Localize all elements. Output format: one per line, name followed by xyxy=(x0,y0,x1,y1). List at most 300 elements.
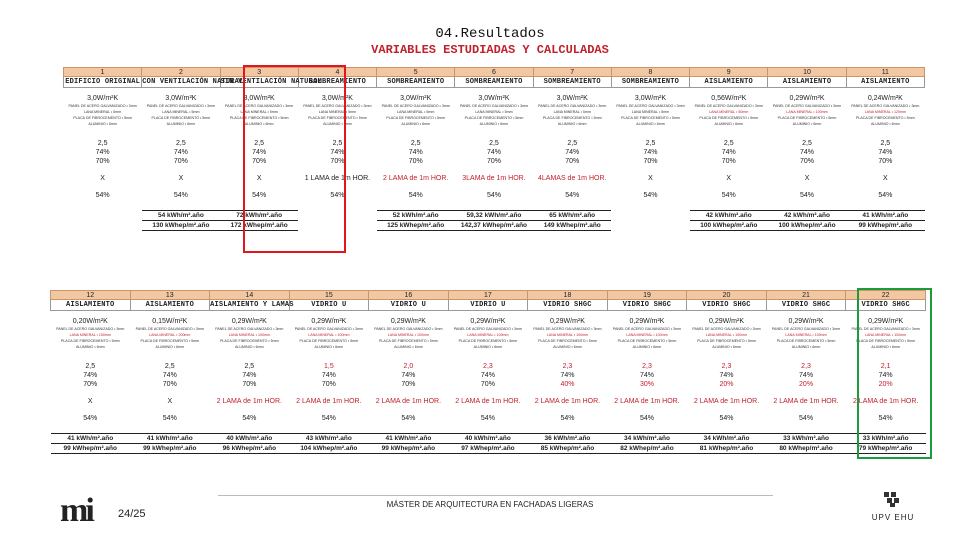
material-layer: PANEL DE ACERO GALVANIZADO • 3mm xyxy=(459,104,529,108)
material-layer: PLACA DE FIBROCEMENTO • 5mm xyxy=(379,339,438,343)
light-transmission: 74% xyxy=(800,149,815,156)
material-layer: PANEL DE ACERO GALVANIZADO • 3mm xyxy=(851,327,920,331)
material-layer: PANEL DE ACERO GALVANIZADO • 3mm xyxy=(612,327,682,331)
glass-u-value: 2,3 xyxy=(562,363,573,370)
light-transmission: 74% xyxy=(799,372,814,379)
glass-u-value: 2,5 xyxy=(880,140,891,147)
case-header: VIDRIO SHGC xyxy=(766,300,846,311)
glass-u-value: 2,5 xyxy=(97,140,108,147)
row-spacer xyxy=(51,389,926,397)
primary-energy: 99 kWhep/m².año xyxy=(846,221,924,231)
case-number: 16 xyxy=(369,291,449,300)
opening-ratio: 54% xyxy=(560,415,575,422)
primary-energy: 80 kWhep/m².año xyxy=(766,444,846,454)
school-logo: mi xyxy=(60,492,92,529)
material-layer: PLACA DE FIBROCEMENTO • 5mm xyxy=(697,339,756,343)
energy-demand: 34 kWh/m².año xyxy=(607,434,687,444)
light-transmission: 74% xyxy=(321,372,336,379)
primary-energy: 85 kWhep/m².año xyxy=(528,444,608,454)
material-layer: LANA MINERAL • 5mm xyxy=(162,110,200,114)
material-layer: PANEL DE ACERO GALVANIZADO • 3mm xyxy=(692,327,761,331)
material-layer: PANEL DE ACERO GALVANIZADO • 3mm xyxy=(538,104,607,108)
solar-factor: 70% xyxy=(401,381,416,388)
energy-demand: 42 kWh/m².año xyxy=(690,211,768,221)
solar-factor: 70% xyxy=(486,158,501,165)
shading-device: X xyxy=(178,175,184,182)
material-layer: ALUMINIO • 6mm xyxy=(632,345,662,349)
material-layer: PANEL DE ACERO GALVANIZADO • 3mm xyxy=(771,327,841,331)
energy-demand: 52 kWh/m².año xyxy=(377,211,455,221)
program-name: MÁSTER DE ARQUITECTURA EN FACHADAS LIGERAS xyxy=(386,500,594,509)
material-layer: LANA MINERAL • 100mm xyxy=(387,333,430,337)
case-header: SOMBREAMIENTO xyxy=(298,77,376,88)
shading-device: 2 LAMA de 1m HOR. xyxy=(773,398,839,405)
results-table-2 xyxy=(50,290,926,454)
opening-ratio: 54% xyxy=(721,192,736,199)
material-layer: PLACA DE FIBROCEMENTO • 5mm xyxy=(386,116,446,120)
material-layer: PLACA DE FIBROCEMENTO • 5mm xyxy=(140,339,200,343)
light-transmission: 74% xyxy=(878,149,893,156)
solar-factor: 70% xyxy=(321,381,336,388)
shading-device: X xyxy=(167,398,173,405)
case-header: CON VENTILACIÓN NATURAL xyxy=(142,78,244,86)
solar-factor: 20% xyxy=(799,381,814,388)
glass-u-value: 2,5 xyxy=(332,140,343,147)
glass-u-value: 2,3 xyxy=(801,363,811,370)
case-number: 13 xyxy=(130,291,210,300)
opening-ratio: 54% xyxy=(878,415,893,422)
case-header: VIDRIO U xyxy=(369,300,449,311)
highlight-box-green xyxy=(857,288,932,459)
shading-device: 3LAMA de 1m HOR. xyxy=(462,175,526,182)
light-transmission: 74% xyxy=(162,372,177,379)
case-header: AISLAMIENTO Y LAMAS xyxy=(210,301,294,309)
material-layer: PANEL DE ACERO GALVANIZADO • 3mm xyxy=(772,104,842,108)
opening-ratio: 54% xyxy=(162,415,177,422)
material-layer: ALUMINIO • 6mm xyxy=(871,345,900,349)
material-layer: PLACA DE FIBROCEMENTO • 5mm xyxy=(621,116,680,120)
solar-factor: 40% xyxy=(560,381,575,388)
material-layer: PLACA DE FIBROCEMENTO • 5mm xyxy=(538,339,597,343)
opening-ratio: 54% xyxy=(565,192,580,199)
material-layer: LANA MINERAL • 120mm xyxy=(864,110,906,114)
primary-energy: 97 kWhep/m².año xyxy=(448,444,528,454)
solar-factor: 70% xyxy=(173,158,188,165)
u-value: 0,29W/m²K xyxy=(788,317,824,325)
energy-demand: 41 kWh/m².año xyxy=(130,434,210,444)
case-header: EDIFICIO ORIGINAL xyxy=(65,78,141,86)
material-layer: PANEL DE ACERO GALVANIZADO • 3mm xyxy=(294,327,363,331)
material-layer: ALUMINIO • 6mm xyxy=(792,122,822,126)
opening-ratio: 54% xyxy=(486,192,501,199)
case-header: SOMBREAMIENTO xyxy=(611,77,689,88)
energy-demand: 54 kWh/m².año xyxy=(142,211,220,221)
material-layer: ALUMINIO • 6mm xyxy=(871,122,900,126)
glass-u-value: 2,5 xyxy=(567,140,578,147)
primary-energy: 99 kWhep/m².año xyxy=(369,444,449,454)
material-layer: LANA MINERAL • 5mm xyxy=(475,110,513,114)
u-value: 0,15W/m²K xyxy=(152,317,188,325)
material-layer: LANA MINERAL • 5mm xyxy=(397,110,435,114)
primary-energy: 99 kWhep/m².año xyxy=(51,444,131,454)
material-layer: PLACA DE FIBROCEMENTO • 5mm xyxy=(617,339,677,343)
glass-u-value: 2,5 xyxy=(645,140,656,147)
row-spacer xyxy=(64,200,925,211)
opening-ratio: 54% xyxy=(643,192,658,199)
shading-device: 2 LAMA de 1m HOR. xyxy=(614,398,680,405)
energy-demand: 41 kWh/m².año xyxy=(369,434,449,444)
material-layer: PANEL DE ACERO GALVANIZADO • 3mm xyxy=(694,104,763,108)
section-title: 04.Resultados xyxy=(435,26,545,42)
material-layer: ALUMINIO • 6mm xyxy=(244,122,274,126)
primary-energy: 82 kWhep/m².año xyxy=(607,444,687,454)
u-value: 0,29W/m²K xyxy=(311,317,347,325)
glass-u-value: 2,5 xyxy=(176,140,186,147)
energy-demand: 36 kWh/m².año xyxy=(528,434,608,444)
material-layer: PANEL DE ACERO GALVANIZADO • 3mm xyxy=(453,327,523,331)
light-transmission: 74% xyxy=(95,149,110,156)
energy-demand: 40 kWh/m².año xyxy=(210,434,290,444)
case-number: 14 xyxy=(210,291,290,300)
shading-device: X xyxy=(804,175,810,182)
case-number: 8 xyxy=(611,68,689,77)
case-number: 17 xyxy=(448,291,528,300)
case-number: 12 xyxy=(51,291,131,300)
shading-device: X xyxy=(87,398,93,405)
case-header: SOMBREAMIENTO xyxy=(455,77,533,88)
shading-device: 2 LAMA de 1m HOR. xyxy=(375,398,442,405)
opening-ratio: 54% xyxy=(95,192,110,199)
energy-demand: 42 kWh/m².año xyxy=(768,211,846,221)
opening-ratio: 54% xyxy=(330,192,345,199)
material-layer: PLACA DE FIBROCEMENTO • 5mm xyxy=(542,116,602,120)
material-layer: PLACA DE FIBROCEMENTO • 5mm xyxy=(777,116,837,120)
opening-ratio: 54% xyxy=(173,192,188,199)
light-transmission: 74% xyxy=(721,149,736,156)
material-layer: PLACA DE FIBROCEMENTO • 5mm xyxy=(229,116,289,120)
material-layer: PLACA DE FIBROCEMENTO • 5mm xyxy=(60,339,120,343)
solar-factor: 70% xyxy=(330,158,345,165)
opening-ratio: 54% xyxy=(878,192,893,199)
primary-energy: 130 kWhep/m².año xyxy=(142,221,220,231)
solar-factor: 70% xyxy=(878,158,893,165)
u-value: 0,29W/m²K xyxy=(470,317,506,325)
light-transmission: 74% xyxy=(878,372,893,379)
opening-ratio: 54% xyxy=(242,415,257,422)
highlight-box-red xyxy=(243,65,346,253)
case-header: VIDRIO U xyxy=(448,300,528,311)
energy-demand: 33 kWh/m².año xyxy=(766,434,846,444)
section-subtitle: VARIABLES ESTUDIADAS Y CALCULADAS xyxy=(371,43,609,57)
solar-factor: 70% xyxy=(480,381,495,388)
row-spacer xyxy=(51,406,926,414)
glass-u-value: 2,3 xyxy=(483,363,493,370)
glass-u-value: 2,1 xyxy=(880,363,891,370)
energy-demand: 33 kWh/m².año xyxy=(846,434,926,444)
case-header: AISLAMIENTO xyxy=(846,77,924,88)
opening-ratio: 54% xyxy=(480,415,495,422)
u-value: 3,0W/m²K xyxy=(87,94,119,102)
primary-energy: 99 kWhep/m².año xyxy=(130,444,210,454)
glass-u-value: 1,5 xyxy=(323,363,334,370)
material-layer: LANA MINERAL • 100mm xyxy=(546,333,589,337)
material-layer: LANA MINERAL • 200mm xyxy=(149,333,191,337)
glass-u-value: 2,5 xyxy=(489,140,499,147)
material-layer: LANA MINERAL • 100mm xyxy=(786,110,828,114)
solar-factor: 70% xyxy=(721,158,736,165)
opening-ratio: 54% xyxy=(321,415,336,422)
primary-energy: 172 kWhep/m².año xyxy=(220,221,298,231)
material-layer: PANEL DE ACERO GALVANIZADO • 3mm xyxy=(215,327,284,331)
material-layer: ALUMINIO • 6mm xyxy=(791,345,821,349)
energy-demand xyxy=(64,211,142,221)
case-number: 19 xyxy=(607,291,687,300)
material-layer: PLACA DE FIBROCEMENTO • 5mm xyxy=(299,339,359,343)
light-transmission: 74% xyxy=(83,372,98,379)
primary-energy: 79 kWhep/m².año xyxy=(846,444,926,454)
glass-u-value: 2,5 xyxy=(244,363,255,370)
page-number: 24/25 xyxy=(118,508,146,520)
solar-factor: 70% xyxy=(800,158,815,165)
case-number: 9 xyxy=(690,68,768,77)
university-logo xyxy=(868,490,918,522)
case-header: VIDRIO SHGC xyxy=(528,300,608,311)
u-value: 3,0W/m²K xyxy=(478,94,510,102)
energy-demand: 43 kWh/m².año xyxy=(289,434,369,444)
opening-ratio: 54% xyxy=(719,415,734,422)
material-layer: LANA MINERAL • 5mm xyxy=(240,110,278,114)
case-number: 21 xyxy=(766,291,846,300)
row-spacer xyxy=(64,183,925,191)
light-transmission: 74% xyxy=(408,149,423,156)
university-label: UPV EHU xyxy=(871,513,915,522)
shading-device: 1 LAMA de 1m HOR. xyxy=(304,175,371,182)
material-layer: ALUMINIO • 6mm xyxy=(323,122,352,126)
solar-factor: 20% xyxy=(719,381,734,388)
light-transmission: 74% xyxy=(330,149,345,156)
light-transmission: 74% xyxy=(643,149,658,156)
glass-u-value: 2,5 xyxy=(164,363,175,370)
material-layer: PLACA DE FIBROCEMENTO • 5mm xyxy=(856,339,915,343)
material-layer: PANEL DE ACERO GALVANIZADO • 3mm xyxy=(68,104,137,108)
u-value: 0,29W/m²K xyxy=(709,317,745,325)
material-layer: LANA MINERAL • 100mm xyxy=(785,333,827,337)
material-layer: ALUMINIO • 6mm xyxy=(473,345,503,349)
case-number: 2 xyxy=(142,68,220,77)
primary-energy: 96 kWhep/m².año xyxy=(210,444,290,454)
u-value: 3,0W/m²K xyxy=(165,94,197,102)
light-transmission: 74% xyxy=(242,372,257,379)
case-number: 5 xyxy=(377,68,455,77)
case-header: VIDRIO U xyxy=(289,300,369,311)
material-layer: ALUMINIO • 6mm xyxy=(166,122,196,126)
primary-energy: 125 kWhep/m².año xyxy=(377,221,455,231)
primary-energy: 100 kWhep/m².año xyxy=(768,221,846,231)
case-header: VIDRIO SHGC xyxy=(607,300,687,311)
u-value: 0,56W/m²K xyxy=(711,94,747,102)
material-layer: PLACA DE FIBROCEMENTO • 5mm xyxy=(464,116,524,120)
material-layer: ALUMINIO • 6mm xyxy=(314,345,344,349)
material-layer: PANEL DE ACERO GALVANIZADO • 3mm xyxy=(56,327,125,331)
energy-demand: 40 kWh/m².año xyxy=(448,434,528,444)
case-header: SOMBREAMIENTO xyxy=(377,77,455,88)
material-layer: LANA MINERAL • 100mm xyxy=(705,333,748,337)
primary-energy: 149 kWhep/m².año xyxy=(533,221,611,231)
material-layer: ALUMINIO • 6mm xyxy=(394,345,423,349)
case-number: 20 xyxy=(687,291,767,300)
opening-ratio: 54% xyxy=(799,415,814,422)
u-value: 3,0W/m²K xyxy=(634,94,667,102)
shading-device: 2 LAMA de 1m HOR. xyxy=(216,398,282,405)
shading-device: 2 LAMA de 1m HOR. xyxy=(693,398,760,405)
u-value: 0,29W/m²K xyxy=(231,317,267,325)
light-transmission: 74% xyxy=(252,149,267,156)
solar-factor: 70% xyxy=(252,158,267,165)
light-transmission: 74% xyxy=(719,372,734,379)
primary-energy xyxy=(64,221,142,231)
material-layer: PLACA DE FIBROCEMENTO • 5mm xyxy=(73,116,132,120)
material-layer: PANEL DE ACERO GALVANIZADO • 3mm xyxy=(616,104,685,108)
case-header: AISLAMIENTO xyxy=(768,77,846,88)
case-number: 4 xyxy=(298,68,376,77)
case-header: SOMBREAMIENTO xyxy=(533,77,611,88)
case-number: 10 xyxy=(768,68,846,77)
primary-energy: 81 kWhep/m².año xyxy=(687,444,767,454)
energy-demand: 34 kWh/m².año xyxy=(687,434,767,444)
university-emblem-icon xyxy=(881,490,905,508)
primary-energy: 104 kWhep/m².año xyxy=(289,444,369,454)
material-layer: PANEL DE ACERO GALVANIZADO • 3mm xyxy=(381,104,450,108)
material-layer: PLACA DE FIBROCEMENTO • 5mm xyxy=(219,339,279,343)
shading-device: 2 LAMA de 1m HOR. xyxy=(383,175,449,182)
case-number: 15 xyxy=(289,291,369,300)
case-header: SIN VENTILACIÓN NATURAL xyxy=(220,78,322,86)
material-layer: LANA MINERAL • 150mm xyxy=(69,333,111,337)
material-layer: ALUMINIO • 6mm xyxy=(557,122,587,126)
u-value: 0,29W/m²K xyxy=(629,317,665,325)
glass-u-value: 2,3 xyxy=(642,363,652,370)
shading-device: X xyxy=(256,175,262,182)
material-layer: LANA MINERAL • 100mm xyxy=(865,333,907,337)
glass-u-value: 2,5 xyxy=(254,140,265,147)
u-value: 0,29W/m²K xyxy=(868,317,904,325)
material-layer: LANA MINERAL • 100mm xyxy=(308,333,350,337)
case-number: 22 xyxy=(846,291,926,300)
energy-demand: 41 kWh/m².año xyxy=(51,434,131,444)
glass-u-value: 2,5 xyxy=(85,363,96,370)
shading-device: X xyxy=(726,175,732,182)
material-layer: LANA MINERAL • 50mm xyxy=(709,110,749,114)
shading-device: X xyxy=(100,175,105,182)
glass-u-value: 2,5 xyxy=(802,140,812,147)
footer-divider xyxy=(218,495,773,496)
energy-demand: 72 kWh/m².año xyxy=(220,211,298,221)
u-value: 0,20W/m²K xyxy=(72,317,108,325)
light-transmission: 74% xyxy=(480,372,495,379)
opening-ratio: 54% xyxy=(408,192,423,199)
primary-energy: 100 kWhep/m².año xyxy=(690,221,768,231)
u-value: 3,0W/m²K xyxy=(400,94,432,102)
shading-device: 2 LAMA de 1m HOR. xyxy=(455,398,521,405)
material-layer: ALUMINIO • 6mm xyxy=(401,122,430,126)
shading-device: X xyxy=(648,175,653,182)
u-value: 3,0W/m²K xyxy=(556,94,588,102)
material-layer: ALUMINIO • 6mm xyxy=(714,122,744,126)
solar-factor: 70% xyxy=(643,158,658,165)
material-layer: ALUMINIO • 6mm xyxy=(155,345,185,349)
energy-demand: 65 kWh/m².año xyxy=(533,211,611,221)
glass-u-value: 2,5 xyxy=(410,140,421,147)
results-table-1 xyxy=(63,67,925,231)
material-layer: ALUMINIO • 6mm xyxy=(75,345,105,349)
opening-ratio: 54% xyxy=(252,192,267,199)
row-spacer xyxy=(64,127,925,139)
u-value: 0,29W/m²K xyxy=(390,317,426,325)
light-transmission: 74% xyxy=(565,149,580,156)
shading-device: 2 LAMA de 1m HOR. xyxy=(534,398,601,405)
u-value: 3,0W/m²K xyxy=(321,94,353,102)
shading-device: 2 LAMA de 1m HOR. xyxy=(852,398,919,405)
solar-factor: 70% xyxy=(95,158,110,165)
material-layer: LANA MINERAL • 5mm xyxy=(318,110,357,114)
u-value: 0,29W/m²K xyxy=(549,317,585,325)
material-layer: LANA MINERAL • 100mm xyxy=(228,333,270,337)
solar-factor: 70% xyxy=(565,158,580,165)
material-layer: PLACA DE FIBROCEMENTO • 5mm xyxy=(699,116,759,120)
material-layer: LANA MINERAL • 5mm xyxy=(631,110,670,114)
material-layer: LANA MINERAL • 5mm xyxy=(83,110,122,114)
glass-u-value: 2,0 xyxy=(403,363,414,370)
opening-ratio: 54% xyxy=(639,415,654,422)
material-layer: PLACA DE FIBROCEMENTO • 5mm xyxy=(308,116,367,120)
case-header: AISLAMIENTO xyxy=(130,300,210,311)
material-layer: PLACA DE FIBROCEMENTO • 5mm xyxy=(151,116,211,120)
case-number: 7 xyxy=(533,68,611,77)
row-spacer xyxy=(51,350,926,362)
solar-factor: 20% xyxy=(878,381,893,388)
material-layer: PANEL DE ACERO GALVANIZADO • 3mm xyxy=(533,327,602,331)
case-number: 1 xyxy=(64,68,142,77)
opening-ratio: 54% xyxy=(800,192,815,199)
u-value: 0,24W/m²K xyxy=(867,94,903,102)
light-transmission: 74% xyxy=(639,372,654,379)
primary-energy: 142,37 kWhep/m².año xyxy=(455,221,533,231)
material-layer: ALUMINIO • 6mm xyxy=(636,122,665,126)
shading-device: 2 LAMA de 1m HOR. xyxy=(296,398,362,405)
material-layer: ALUMINIO • 6mm xyxy=(235,345,264,349)
material-layer: PANEL DE ACERO GALVANIZADO • 3mm xyxy=(225,104,294,108)
material-layer: LANA MINERAL • 5mm xyxy=(553,110,591,114)
row-spacer xyxy=(51,423,926,434)
case-number: 18 xyxy=(528,291,608,300)
opening-ratio: 54% xyxy=(83,415,98,422)
solar-factor: 70% xyxy=(408,158,423,165)
case-header: AISLAMIENTO xyxy=(690,77,768,88)
shading-device: 4LAMAS de 1m HOR. xyxy=(537,175,607,182)
case-number: 6 xyxy=(455,68,533,77)
light-transmission: 74% xyxy=(401,372,416,379)
row-spacer xyxy=(64,166,925,174)
energy-demand xyxy=(611,211,689,221)
material-layer: LANA MINERAL • 100mm xyxy=(467,333,509,337)
solar-factor: 70% xyxy=(83,381,98,388)
light-transmission: 74% xyxy=(173,149,188,156)
material-layer: PANEL DE ACERO GALVANIZADO • 3mm xyxy=(146,104,216,108)
shading-device: X xyxy=(882,175,888,182)
case-header: VIDRIO SHGC xyxy=(846,300,926,311)
material-layer: PLACA DE FIBROCEMENTO • 5mm xyxy=(855,116,915,120)
case-header: VIDRIO SHGC xyxy=(687,300,767,311)
